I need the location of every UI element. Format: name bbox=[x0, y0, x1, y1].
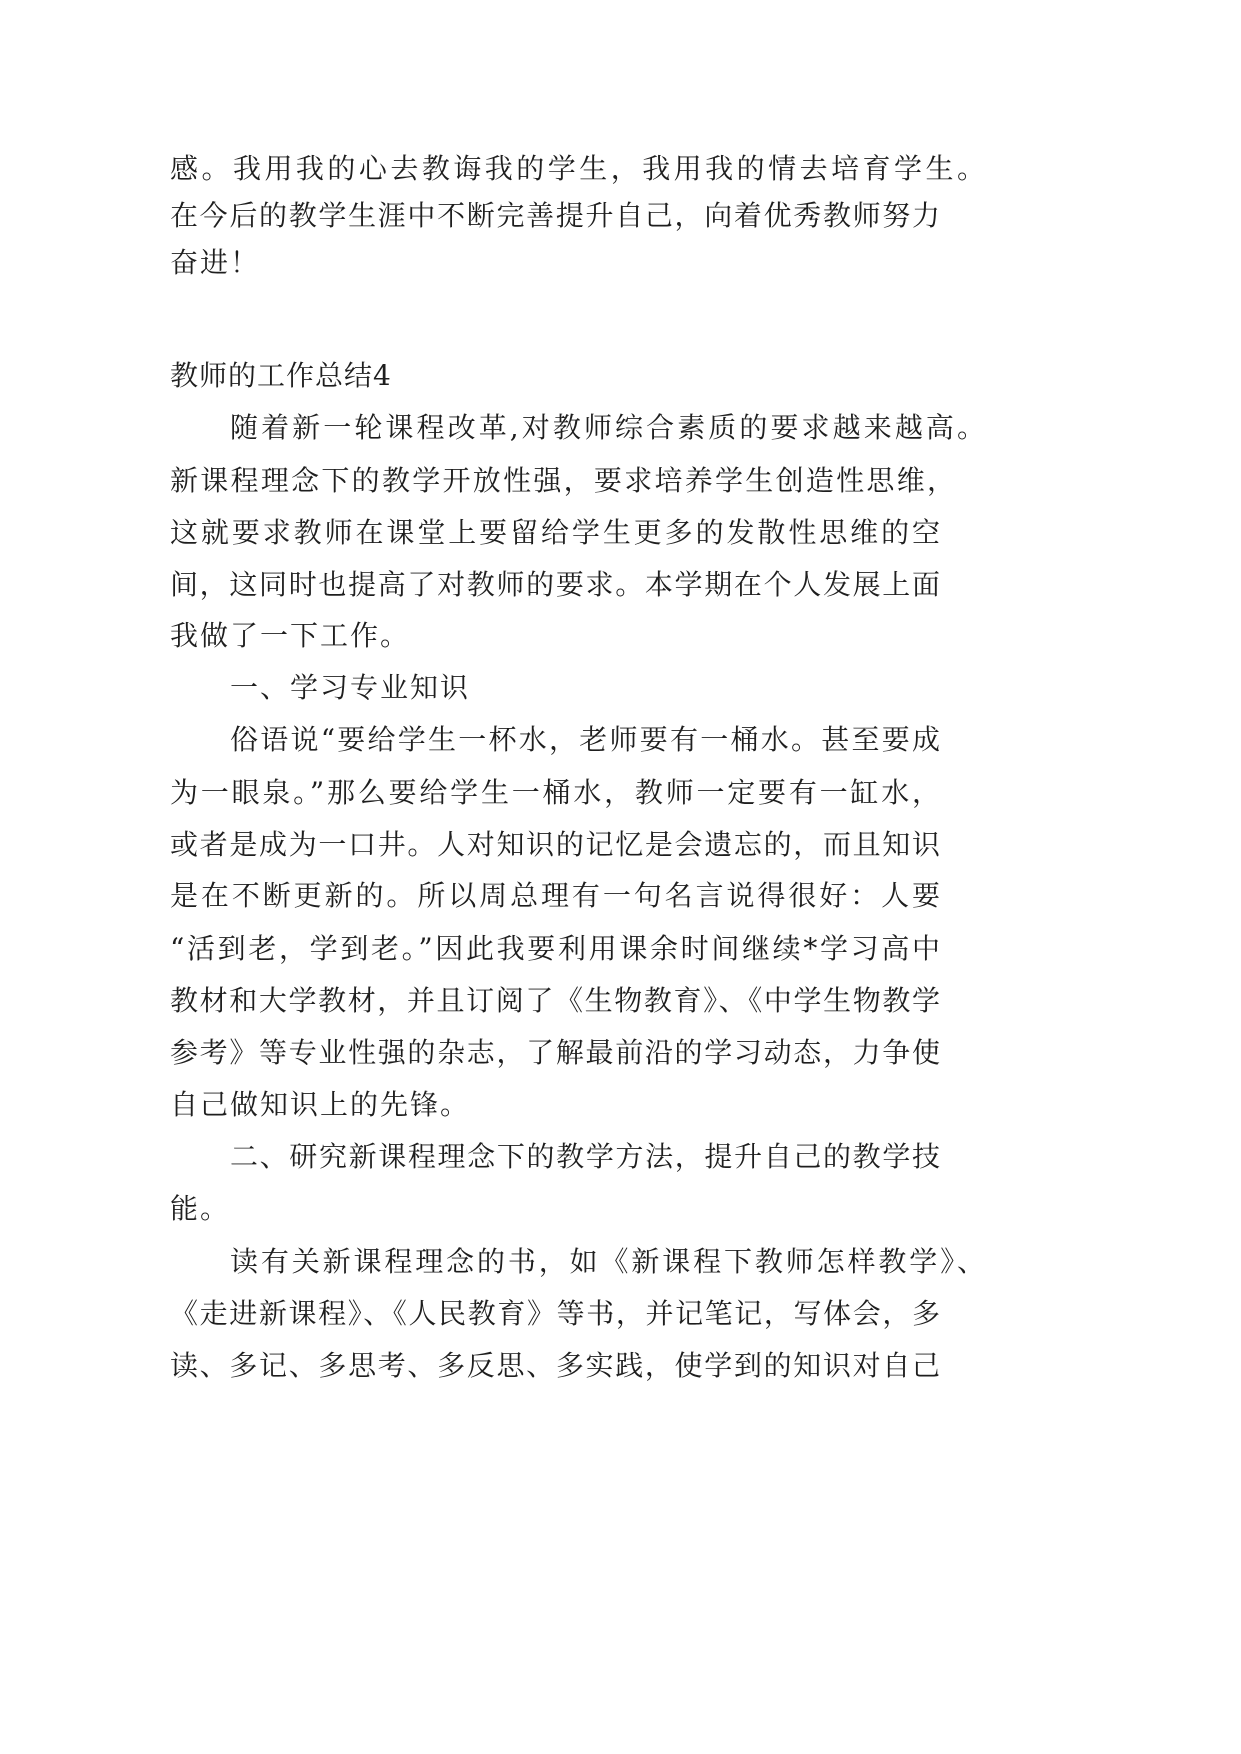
paragraph-line: 或者是成为一口井。人对知识的记忆是会遗忘的，而且知识 bbox=[170, 828, 940, 861]
paragraph-line: 读有关新课程理念的书，如《新课程下教师怎样教学》、 bbox=[230, 1245, 985, 1278]
paragraph-line: 《走进新课程》、《人民教育》等书，并记笔记，写体会，多 bbox=[170, 1297, 940, 1330]
paragraph-line: 是在不断更新的。所以周总理有一句名言说得很好：人要 bbox=[170, 879, 940, 912]
text-line: 感。我用我的心去教诲我的学生，我用我的情去培育学生。 bbox=[170, 152, 985, 185]
paragraph-line: 教材和大学教材，并且订阅了《生物教育》、《中学生物教学 bbox=[170, 984, 940, 1017]
text-line: 奋进！ bbox=[170, 246, 261, 279]
paragraph-line: 这就要求教师在课堂上要留给学生更多的发散性思维的空 bbox=[170, 516, 940, 549]
paragraph-line: 新课程理念下的教学开放性强，要求培养学生创造性思维， bbox=[170, 464, 955, 497]
paragraph-line: 随着新一轮课程改革,对教师综合素质的要求越来越高。 bbox=[230, 411, 985, 444]
paragraph-line: 俗语说“要给学生一杯水，老师要有一桶水。甚至要成 bbox=[230, 723, 940, 756]
paragraph-line: 我做了一下工作。 bbox=[170, 619, 411, 652]
paragraph-line: 读、多记、多思考、多反思、多实践，使学到的知识对自己 bbox=[170, 1349, 940, 1382]
paragraph-line: 自己做知识上的先锋。 bbox=[170, 1088, 471, 1121]
section-heading: 教师的工作总结4 bbox=[170, 359, 392, 392]
subheading: 二、研究新课程理念下的教学方法，提升自己的教学技 bbox=[230, 1140, 940, 1173]
text-line: 在今后的教学生涯中不断完善提升自己，向着优秀教师努力 bbox=[170, 199, 940, 232]
subheading: 一、学习专业知识 bbox=[230, 671, 471, 704]
paragraph-line: 参考》等专业性强的杂志，了解最前沿的学习动态，力争使 bbox=[170, 1036, 940, 1069]
subheading: 能。 bbox=[170, 1192, 231, 1225]
paragraph-line: 为一眼泉。”那么要给学生一桶水，教师一定要有一缸水， bbox=[170, 776, 940, 809]
paragraph-line: 间，这同时也提高了对教师的要求。本学期在个人发展上面 bbox=[170, 568, 940, 601]
paragraph-line: “活到老，学到老。”因此我要利用课余时间继续*学习高中 bbox=[170, 932, 940, 965]
